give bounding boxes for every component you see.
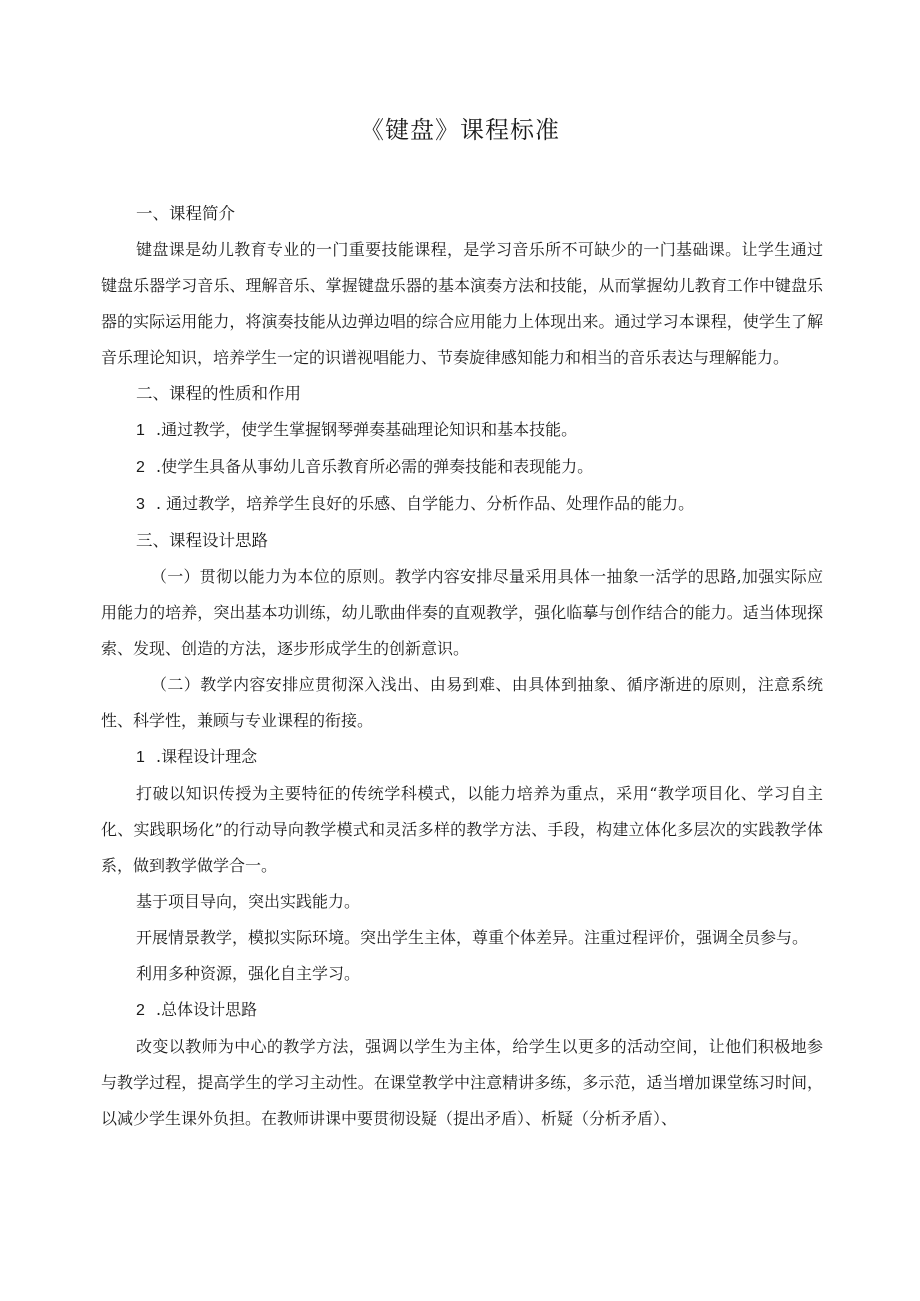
list-number: 1 bbox=[136, 749, 145, 766]
document-body bbox=[101, 196, 823, 1137]
list-text: .课程设计理念 bbox=[156, 747, 258, 766]
list-text: .总体设计思路 bbox=[156, 1000, 258, 1019]
list-number: 1 bbox=[136, 422, 145, 439]
list-text: .使学生具备从事幼儿音乐教育所必需的弹奏技能和表现能力。 bbox=[156, 457, 594, 476]
list-number: 2 bbox=[136, 459, 145, 476]
list-text: . 通过教学，培养学生良好的乐感、自学能力、分析作品、处理作品的能力。 bbox=[156, 494, 695, 513]
list-number: 2 bbox=[136, 1002, 145, 1019]
paragraph-intro: 键盘课是幼儿教育专业的一门重要技能课程，是学习音乐所不可缺少的一门基础课。让学生通过键盘乐器学习音乐、理解音乐、掌握键盘乐器的基本演奏方法和技能，从而掌握幼儿教育工作中键盘乐器的实际运用能力，将演奏技能从边弹边唱的综合应用能力上体现出来。通过学习本课程，使学生了解音乐理论知识，培养学生一定的识谱视唱能力、节奏旋律感知能力和相当的音乐表达与理解能力。 bbox=[101, 240, 823, 367]
paragraph-concept-3: 开展情景教学，模拟实际环境。突出学生主体，尊重个体差异。注重过程评价，强调全员参与。 bbox=[136, 928, 809, 947]
section-heading-intro: 一、课程简介 bbox=[136, 204, 235, 223]
list-item bbox=[101, 486, 823, 523]
paragraph-overall-design: 改变以教师为中心的教学方法，强调以学生为主体，给学生以更多的活动空间，让他们积极地参与教学过程，提高学生的学习主动性。在课堂教学中注意精讲多练，多示范，适当增加课堂练习时间，以减少学生课外负担。在教师讲课中要贯彻设疑（提出矛盾）、析疑（分析矛盾）、 bbox=[101, 1037, 823, 1128]
section-heading-design: 三、课程设计思路 bbox=[136, 531, 268, 550]
list-text: .通过教学，使学生掌握钢琴弹奏基础理论知识和基本技能。 bbox=[156, 420, 578, 439]
list-item bbox=[101, 992, 823, 1029]
list-item bbox=[101, 412, 823, 449]
list-item bbox=[101, 449, 823, 486]
paragraph-principle-2: （二）教学内容安排应贯彻深入浅出、由易到难、由具体到抽象、循序渐进的原则，注意系统性、科学性，兼顾与专业课程的衔接。 bbox=[101, 675, 823, 730]
page-title: 《键盘》课程标准 bbox=[360, 116, 560, 144]
paragraph-concept-4: 利用多种资源，强化自主学习。 bbox=[136, 964, 361, 983]
list-item bbox=[101, 739, 823, 776]
paragraph-principle-1: （一）贯彻以能力为本位的原则。教学内容安排尽量采用具体一抽象一活学的思路,加强实际应用能力的培养，突出基本功训练，幼儿歌曲伴奏的直观教学，强化临摹与创作结合的能力。适当体现探索、发现、创造的方法，逐步形成学生的创新意识。 bbox=[101, 567, 823, 658]
paragraph-concept-2: 基于项目导向，突出实践能力。 bbox=[136, 892, 361, 911]
list-number: 3 bbox=[136, 496, 145, 513]
paragraph-concept-1: 打破以知识传授为主要特征的传统学科模式，以能力培养为重点，采用“教学项目化、学习自主化、实践职场化”的行动导向教学模式和灵活多样的教学方法、手段，构建立体化多层次的实践教学体系，做到教学做学合一。 bbox=[101, 784, 823, 875]
section-heading-nature: 二、课程的性质和作用 bbox=[136, 384, 301, 403]
